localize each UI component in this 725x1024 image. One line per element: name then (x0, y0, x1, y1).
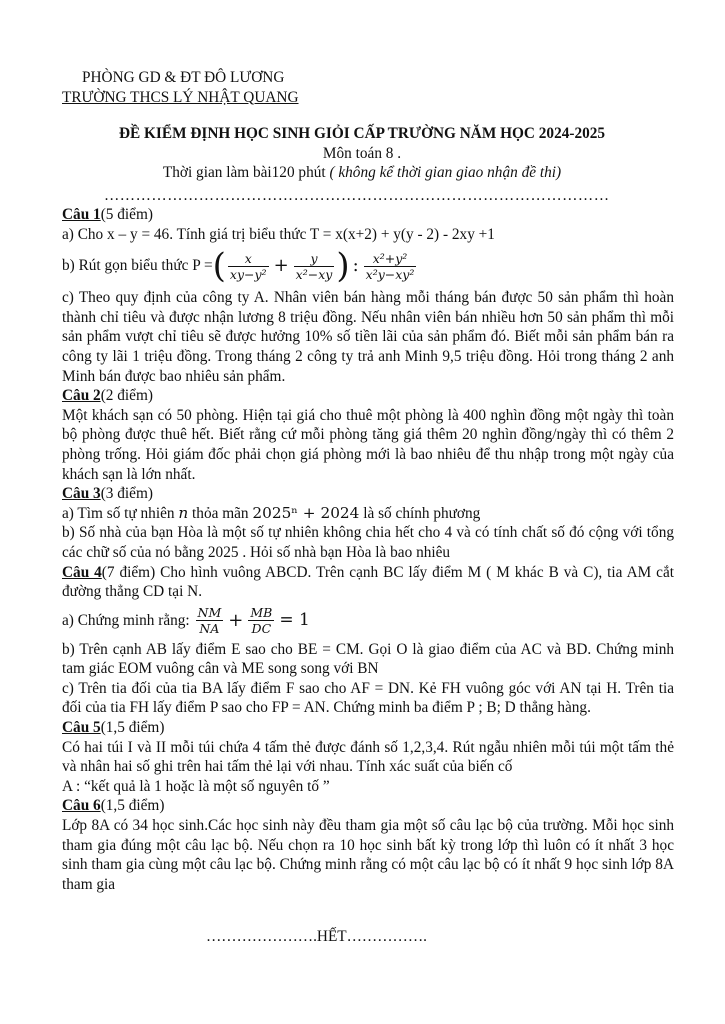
exam-content (62, 205, 674, 894)
question-points: (2 điểm) (100, 387, 153, 405)
question-6-heading (62, 796, 674, 816)
question-points: (1,5 điểm) (100, 719, 165, 737)
question-4-intro-text: Cho hình vuông ABCD. Trên cạnh BC lấy điểm M ( M khác B và C), tia AM cắt đường thẳng CD tại N. (62, 563, 674, 601)
plus-sign: + (228, 609, 244, 631)
school-name: TRƯỜNG THCS LÝ NHẬT QUANG (62, 88, 299, 106)
question-5-heading (62, 718, 674, 738)
time-note: ( không kể thời gian giao nhận đề thi) (329, 164, 562, 182)
fraction (248, 605, 274, 636)
divide-sign: : (352, 255, 359, 277)
question-4b: b) Trên cạnh AB lấy điểm E sao cho BE = CM. Gọi O là giao điểm của AC và BD. Chứng minh tam giác EOM vuông cân và ME song song với BN (62, 640, 674, 678)
question-1b (62, 244, 674, 288)
fraction (196, 605, 224, 636)
exam-time (62, 163, 662, 183)
question-3-heading (62, 484, 674, 504)
question-4-intro (62, 563, 674, 602)
q3a-suffix: là số chính phương (363, 504, 481, 522)
fraction-denominator: x²y−xy² (365, 266, 415, 282)
equation-rhs: = 1 (279, 609, 310, 630)
exam-subject: Môn toán 8 . (322, 144, 402, 162)
plus-sign: + (273, 255, 289, 277)
question-points: (1,5 điểm) (100, 797, 165, 815)
header (62, 68, 299, 107)
question-5-event: A : “kết quả là 1 hoặc là một số nguyên tố ” (62, 777, 330, 795)
separator-dots: …………………………………………………………………………………… (104, 187, 610, 204)
question-4a (62, 602, 674, 640)
fraction-denominator: DC (251, 621, 272, 637)
fraction-numerator: x (228, 251, 269, 267)
fraction-numerator: NM (197, 605, 222, 621)
question-points: (7 điểm) (101, 563, 156, 581)
question-4c: c) Trên tia đối của tia BA lấy điểm F sao cho AF = DN. Kẻ FH vuông góc với AN tại H. Trên tia đối của tia FH lấy điểm P sao cho FP = AN. Chứng minh ba điểm P ; B; D thẳng hàng. (62, 679, 674, 717)
exam-title: ĐỀ KIỂM ĐỊNH HỌC SINH GIỎI CẤP TRƯỜNG NĂM HỌC 2024-2025 (118, 125, 606, 142)
question-2-text: Một khách sạn có 50 phòng. Hiện tại giá cho thuê một phòng là 400 nghìn đồng một ngày thì toàn bộ phòng được thuê hết. Biết rằng cứ mỗi phòng tăng giá thêm 20 nghìn đồng/ngày thì có thêm 2 phòng trống. Hỏi giám đốc phải chọn giá phòng mới là bao nhiêu để thu nhập trong một ngày của khách sạn là lớn nhất. (62, 406, 674, 483)
question-1-heading (62, 205, 674, 225)
question-1c: c) Theo quy định của công ty A. Nhân viên bán hàng mỗi tháng bán được 50 sản phẩm thì hoàn thành chỉ tiêu và được nhận lương 8 triệu đồng. Nếu nhân viên bán nhiều hơn 50 sản phẩm thì mỗi sản phẩm vượt chỉ tiêu sẽ được hưởng 10% số tiền lãi của sản phẩm đó. Biết mỗi sản phẩm bán ra công ty lãi 1 triệu đồng. Trong tháng 2 công ty trả anh Minh 9,5 triệu đồng. Hỏi trong tháng 2 anh Minh bán được bao nhiêu sản phẩm. (62, 289, 674, 385)
question-points: (3 điểm) (100, 485, 153, 503)
question-5-text: Có hai túi I và II mỗi túi chứa 4 tấm thẻ được đánh số 1,2,3,4. Rút ngẫu nhiên mỗi túi một tấm thẻ và nhân hai số ghi trên hai tấm thẻ lại với nhau. Tính xác suất của biến cố (62, 738, 674, 776)
q3a-var: n (178, 503, 189, 522)
question-1b-prefix: b) Rút gọn biểu thức P = (62, 257, 213, 275)
fraction-denominator: NA (199, 621, 220, 637)
left-paren: ( (212, 246, 226, 287)
fraction (364, 251, 417, 282)
question-3b: b) Số nhà của bạn Hòa là một số tự nhiên không chia hết cho 4 và có tính chất số đó cộng với tổng các chữ số của nó bằng 2025 . Hỏi số nhà bạn Hòa là bao nhiêu (62, 524, 674, 561)
question-label: Câu 2 (62, 387, 101, 405)
question-6-text: Lớp 8A có 34 học sinh.Các học sinh này đều tham gia một số câu lạc bộ của trường. Mỗi học sinh tham gia đúng một câu lạc bộ. Nếu chọn ra 10 học sinh bất kỳ trong lớp thì luôn có ít nhất 3 học sinh tham gia cùng một câu lạc bộ. Chứng minh rằng có một câu lạc bộ có ít nhất 9 học sinh lớp 8A tham gia (62, 817, 674, 893)
q3a-expression: 2025ⁿ + 2024 (252, 503, 360, 522)
question-2-heading (62, 386, 674, 406)
question-label: Câu 5 (62, 719, 101, 737)
question-label: Câu 1 (62, 206, 101, 223)
right-paren: ) (336, 246, 350, 287)
q3a-prefix: a) Tìm số tự nhiên (62, 504, 175, 522)
question-1a: a) Cho x – y = 46. Tính giá trị biểu thức T = x(x+2) + y(y - 2) - 2xy +1 (62, 225, 495, 243)
time-prefix: Thời gian làm bài120 phút (162, 164, 330, 182)
question-label: Câu 4 (62, 563, 102, 581)
department-name: PHÒNG GD & ĐT ĐÔ LƯƠNG (82, 69, 285, 86)
fraction-numerator: y (294, 251, 335, 267)
question-label: Câu 6 (62, 797, 101, 815)
question-label: Câu 3 (62, 485, 101, 503)
question-4a-prefix: a) Chứng minh rằng: (62, 611, 190, 629)
fraction-numerator: x²+y² (364, 251, 417, 267)
q3a-mid: thỏa mãn (192, 504, 249, 522)
question-points: (5 điểm) (100, 206, 153, 223)
end-marker: ………………….HẾT……………. (206, 928, 427, 945)
fraction (228, 251, 269, 282)
fraction-numerator: MB (250, 605, 273, 621)
fraction (294, 251, 335, 282)
title-block (62, 124, 662, 183)
fraction-denominator: xy−y² (229, 266, 267, 282)
fraction-denominator: x²−xy (295, 266, 333, 282)
question-3a (62, 504, 674, 524)
